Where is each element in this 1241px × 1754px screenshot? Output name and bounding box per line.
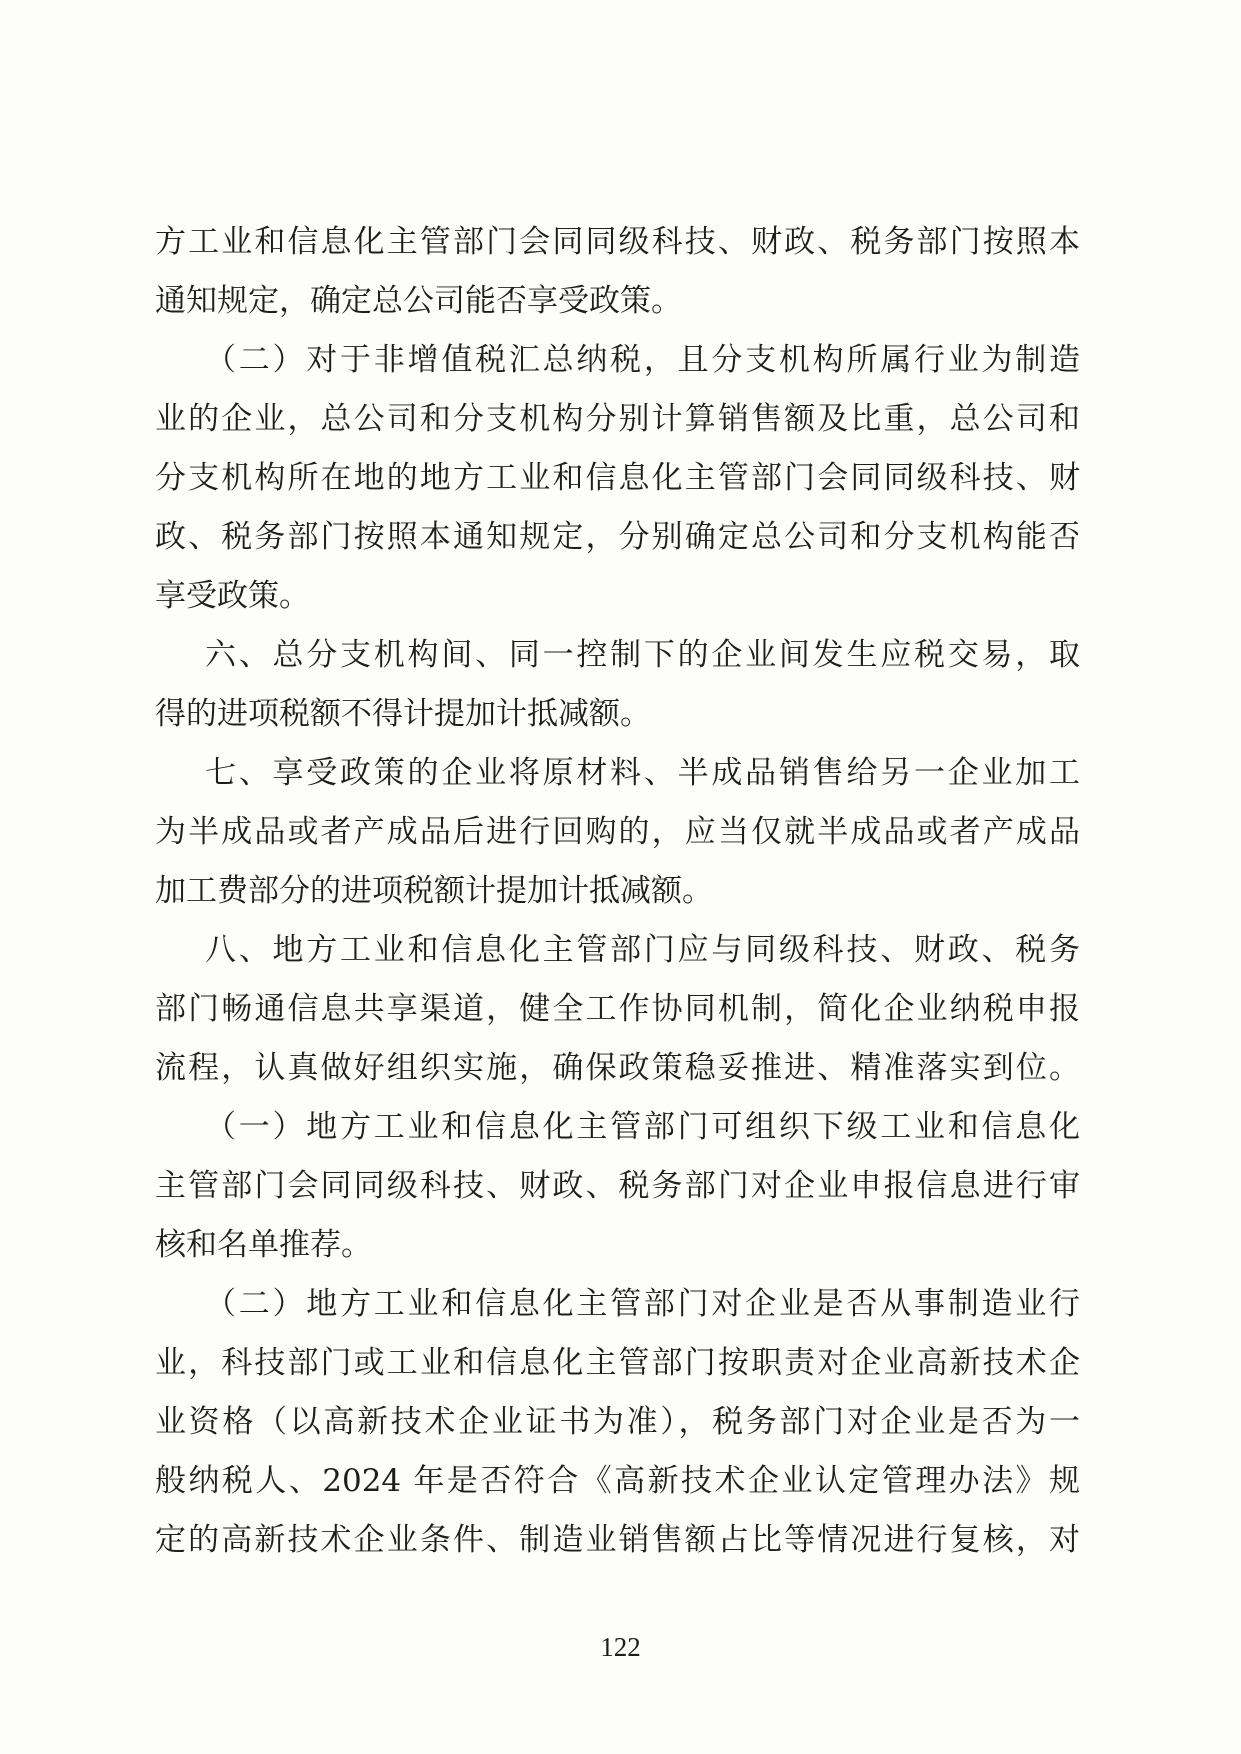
- text-line: 部门畅通信息共享渠道，健全工作协同机制，简化企业纳税申报: [155, 991, 1080, 1027]
- text-line: 业的企业，总公司和分支机构分别计算销售额及比重，总公司和: [155, 401, 1080, 437]
- text-line: 得的进项税额不得计提加计抵减额。: [155, 696, 651, 732]
- text-line: 主管部门会同同级科技、财政、税务部门对企业申报信息进行审: [155, 1168, 1080, 1204]
- text-line: 六、总分支机构间、同一控制下的企业间发生应税交易，取: [205, 637, 1080, 673]
- text-line: 通知规定，确定总公司能否享受政策。: [155, 283, 682, 319]
- text-line: 般纳税人、2024 年是否符合《高新技术企业认定管理办法》规: [155, 1463, 1080, 1499]
- text-line: 政、税务部门按照本通知规定，分别确定总公司和分支机构能否: [155, 519, 1080, 555]
- text-line: 定的高新技术企业条件、制造业销售额占比等情况进行复核，对: [155, 1522, 1080, 1558]
- text-line: 为半成品或者产成品后进行回购的，应当仅就半成品或者产成品: [155, 814, 1080, 850]
- text-line: （二）对于非增值税汇总纳税，且分支机构所属行业为制造: [205, 342, 1080, 378]
- text-line: 加工费部分的进项税额计提加计抵减额。: [155, 873, 713, 909]
- text-line: 享受政策。: [155, 578, 310, 614]
- text-line: 核和名单推荐。: [155, 1227, 372, 1263]
- text-line: 七、享受政策的企业将原材料、半成品销售给另一企业加工: [205, 755, 1080, 791]
- document-body: [155, 213, 1080, 1570]
- text-line: 八、地方工业和信息化主管部门应与同级科技、财政、税务: [205, 932, 1080, 968]
- text-line: 方工业和信息化主管部门会同同级科技、财政、税务部门按照本: [155, 224, 1080, 260]
- text-line: 业资格（以高新技术企业证书为准），税务部门对企业是否为一: [155, 1404, 1080, 1440]
- text-line: 分支机构所在地的地方工业和信息化主管部门会同同级科技、财: [155, 460, 1080, 496]
- text-line: （二）地方工业和信息化主管部门对企业是否从事制造业行: [205, 1286, 1080, 1322]
- text-line: （一）地方工业和信息化主管部门可组织下级工业和信息化: [205, 1109, 1080, 1145]
- text-line: 业，科技部门或工业和信息化主管部门按职责对企业高新技术企: [155, 1345, 1080, 1381]
- text-line: 流程，认真做好组织实施，确保政策稳妥推进、精准落实到位。: [155, 1050, 1080, 1086]
- page-number: 122: [600, 1632, 641, 1662]
